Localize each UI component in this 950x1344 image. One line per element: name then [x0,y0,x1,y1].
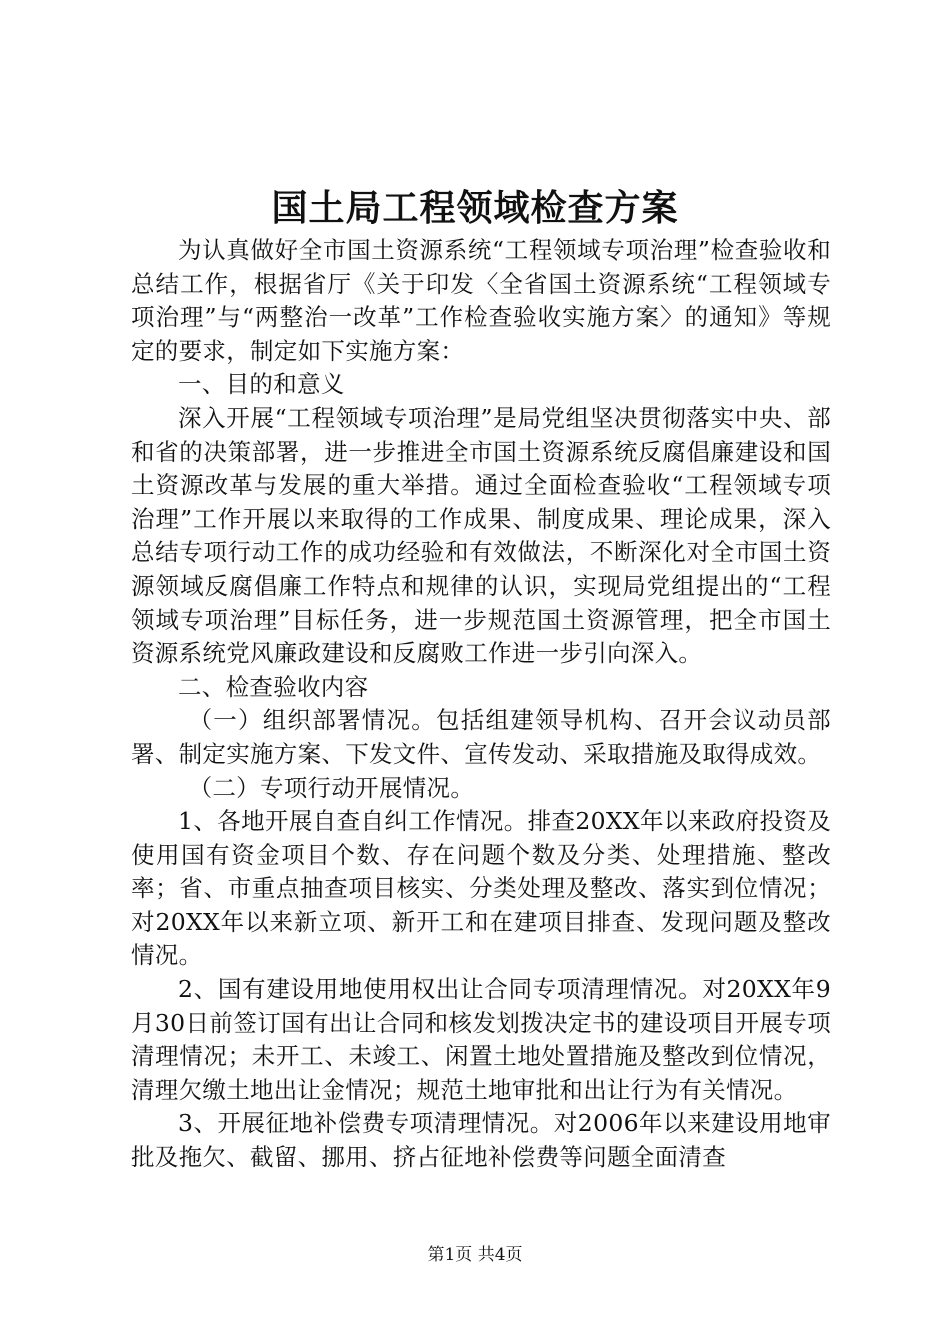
content-item-2: （二）专项行动开展情况。 [188,773,475,802]
purpose-paragraph: 深入开展“工程领域专项治理”是局党组坚决贯彻落实中央、部和省的决策部署，进一步推进全市国土资源系统反腐倡廉建设和国土资源改革与发展的重大举措。通过全面检查验收“工程领域专项治理”工作开展以来取得的工作成果、制度成果、理论成果，深入总结专项行动工作的成功经验和有效做法，不断深化对全市国土资源领域反腐倡廉工作特点和规律的认识，实现局党组提出的“工程领域专项治理”目标任务，进一步规范国土资源管理，把全市国土资源系统党风廉政建设和反腐败工作进一步引向深入。 [131,403,831,668]
document-title: 国土局工程领域检查方案 [271,187,679,229]
subitem-3: 3、开展征地补偿费专项清理情况。对2006年以来建设用地审批及拖欠、截留、挪用、挤占征地补偿费等问题全面清查 [131,1109,831,1172]
page-footer: 第1页 共4页 [427,1245,523,1265]
intro-paragraph: 为认真做好全市国土资源系统“工程领域专项治理”检查验收和总结工作，根据省厅《关于印发〈全省国土资源系统“工程领域专项治理”与“两整治一改革”工作检查验收实施方案〉的通知》等规定的要求，制定如下实施方案： [131,236,831,365]
document-body [131,234,831,1175]
subitem-2: 2、国有建设用地使用权出让合同专项清理情况。对20XX年9月30日前签订国有出让合同和核发划拨决定书的建设项目开展专项清理情况；未开工、未竣工、闲置土地处置措施及整改到位情况，清理欠缴土地出让金情况；规范土地审批和出让行为有关情况。 [131,975,831,1104]
subitem-1: 1、各地开展自查自纠工作情况。排查20XX年以来政府投资及使用国有资金项目个数、存在问题个数及分类、处理措施、整改率；省、市重点抽查项目核实、分类处理及整改、落实到位情况；对20XX年以来新立项、新开工和在建项目排查、发现问题及整改情况。 [131,807,831,970]
content-item-1: （一）组织部署情况。包括组建领导机构、召开会议动员部署、制定实施方案、下发文件、宣传发动、采取措施及取得成效。 [131,706,831,768]
section-heading-content: 二、检查验收内容 [178,672,369,701]
section-heading-purpose: 一、目的和意义 [178,370,345,399]
